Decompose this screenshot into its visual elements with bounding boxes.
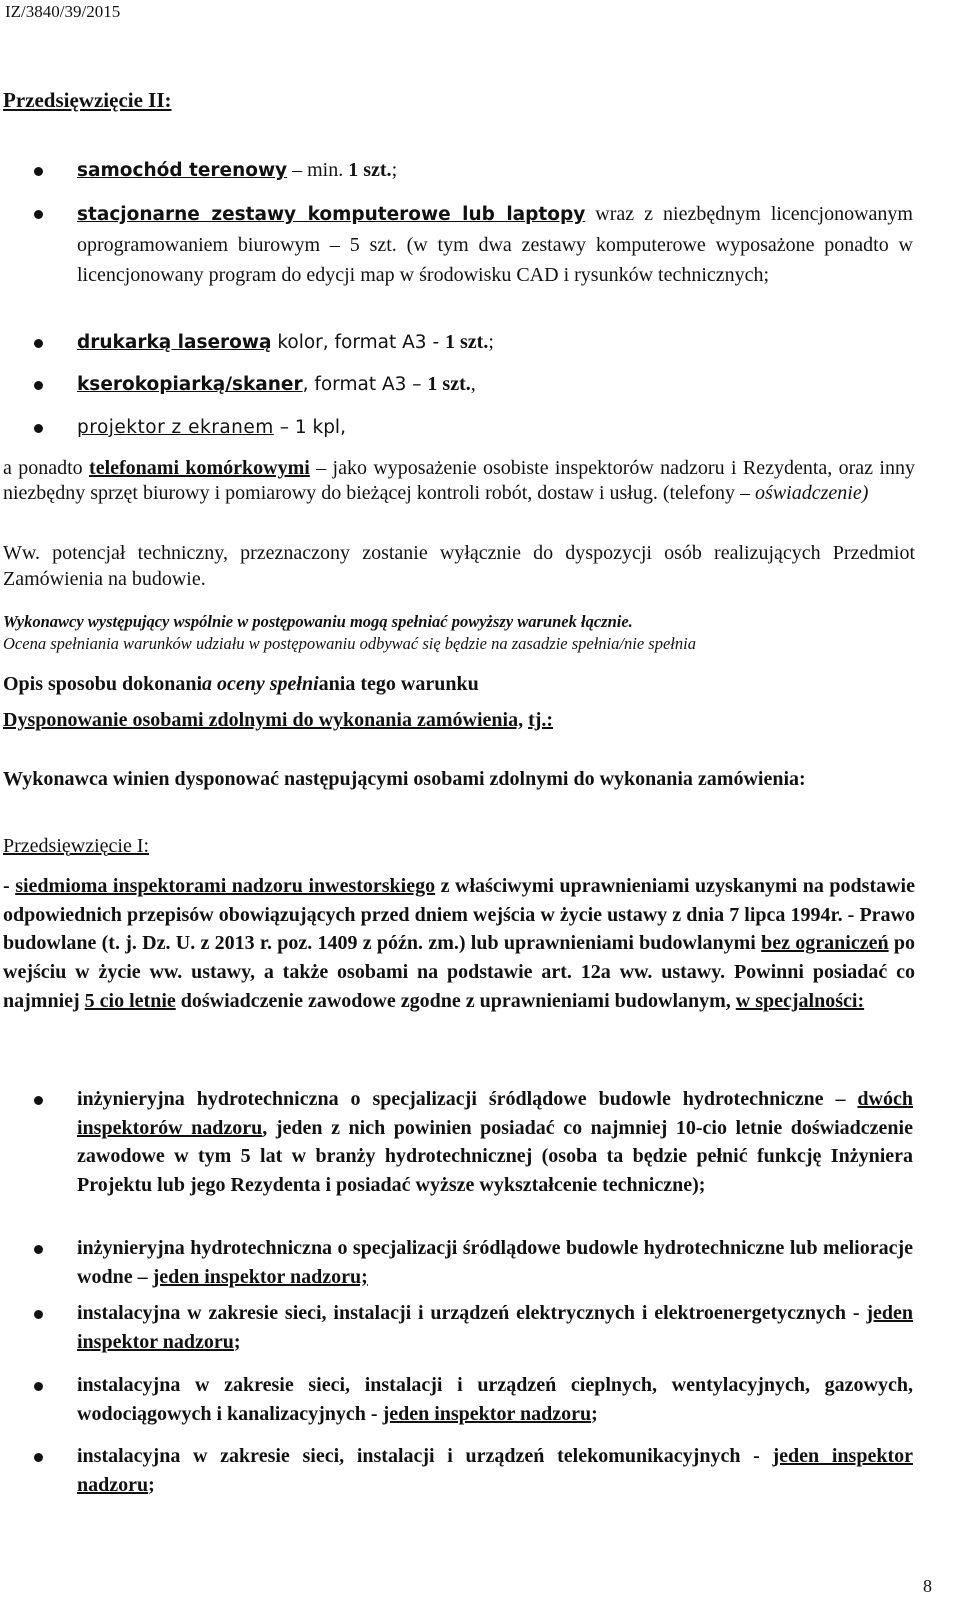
list-item: projektor z ekranem – 1 kpl, <box>77 417 346 438</box>
page-number: 8 <box>923 1576 932 1596</box>
bullet <box>34 381 43 390</box>
bullet <box>34 210 43 219</box>
bullet <box>34 1310 43 1319</box>
capacity-paragraph: Ww. potencjał techniczny, przeznaczony zostanie wyłącznie do dyspozycji osób realizujących Przedmiot Zamówienia na budowie. <box>3 542 915 590</box>
list-item: drukarką laserową kolor, format A3 - 1 szt.; <box>77 331 494 353</box>
list-item: inżynieryjna hydrotechniczna o specjalizacji śródlądowe budowle hydrotechniczne lub melioracje wodne – jeden inspektor nadzoru; <box>77 1237 913 1288</box>
list-item: samochód terenowy – min. 1 szt.; <box>77 159 398 181</box>
section-title-1: Przedsięwzięcie I: <box>3 835 150 857</box>
list-item: inżynieryjna hydrotechniczna o specjalizacji śródlądowe budowle hydrotechniczne – dwóch inspektorów nadzoru, jeden z nich powinien posiadać co najmniej 10-cio letnie doświadczenie zawodowe w tym 5 lat w branży hydrotechnicznej (osoba ta będzie pełnić funkcję Inżyniera Projektu lub jego Rezydenta i posiadać wyższe wykształcenie techniczne); <box>77 1088 913 1197</box>
evaluation-note: Ocena spełniania warunków udziału w postępowaniu odbywać się będzie na zasadzie spełnia/nie spełnia <box>3 634 696 653</box>
document-id: IZ/3840/39/2015 <box>5 2 121 21</box>
bullet <box>34 1096 43 1105</box>
bullet <box>34 339 43 348</box>
inspectors-paragraph: - siedmioma inspektorami nadzoru inwestorskiego z właściwymi uprawnieniami uzyskanymi na podstawie odpowiednich przepisów obowiązujących przed dniem wejścia w życie ustawy z dnia 7 lipca 1994r. - Prawo budowlane (t. j. Dz. U. z 2013 r. poz. 1409 z późn. zm.) lub uprawnieniami budowlanymi bez ograniczeń po wejściu w życie ww. ustawy, a także osobami na podstawie art. 12a ww. ustawy. Powinni posiadać co najmniej 5 cio letnie doświadczenie zawodowe zgodne z uprawnieniami budowlanym, w specjalności: <box>3 875 916 1012</box>
list-item: stacjonarne zestawy komputerowe lub laptopy wraz z niezbędnym licencjonowanym oprogramowaniem biurowym – 5 szt. (w tym dwa zestawy komputerowe wyposażone ponadto w licencjonowany program do edycji map w środowisku CAD i rysunków technicznych; <box>77 203 913 286</box>
list-item: instalacyjna w zakresie sieci, instalacji i urządzeń elektrycznych i elektroenergetycznych - jeden inspektor nadzoru; <box>77 1302 913 1353</box>
list-item: kserokopiarką/skaner, format A3 – 1 szt., <box>77 373 476 395</box>
joint-bidders-note: Wykonawcy występujący wspólnie w postępowaniu mogą spełniać powyższy warunek łącznie. <box>3 612 633 631</box>
bullet <box>34 424 43 433</box>
personnel-heading: Dysponowanie osobami zdolnymi do wykonania zamówienia, tj.: <box>3 709 554 731</box>
bullet <box>34 167 43 176</box>
bullet <box>34 1382 43 1391</box>
contractor-requirement: Wykonawca winien dysponować następującymi osobami zdolnymi do wykonania zamówienia: <box>3 768 806 790</box>
list-item: instalacyjna w zakresie sieci, instalacji i urządzeń telekomunikacyjnych - jeden inspektor nadzoru; <box>77 1445 913 1496</box>
section-title-2: Przedsięwzięcie II: <box>3 88 172 112</box>
list-item: instalacyjna w zakresie sieci, instalacji i urządzeń cieplnych, wentylacyjnych, gazowych, wodociągowych i kanalizacyjnych - jeden inspektor nadzoru; <box>77 1374 913 1425</box>
bullet <box>34 1453 43 1462</box>
evaluation-method-heading: Opis sposobu dokonania oceny spełniania tego warunku <box>3 673 479 695</box>
equipment-paragraph: a ponadto telefonami komórkowymi – jako wyposażenie osobiste inspektorów nadzoru i Rezydenta, oraz inny niezbędny sprzęt biurowy i pomiarowy do bieżącej kontroli robót, dostaw i usług. (telefony – oświadczenie) <box>3 457 915 504</box>
bullet <box>34 1245 43 1254</box>
